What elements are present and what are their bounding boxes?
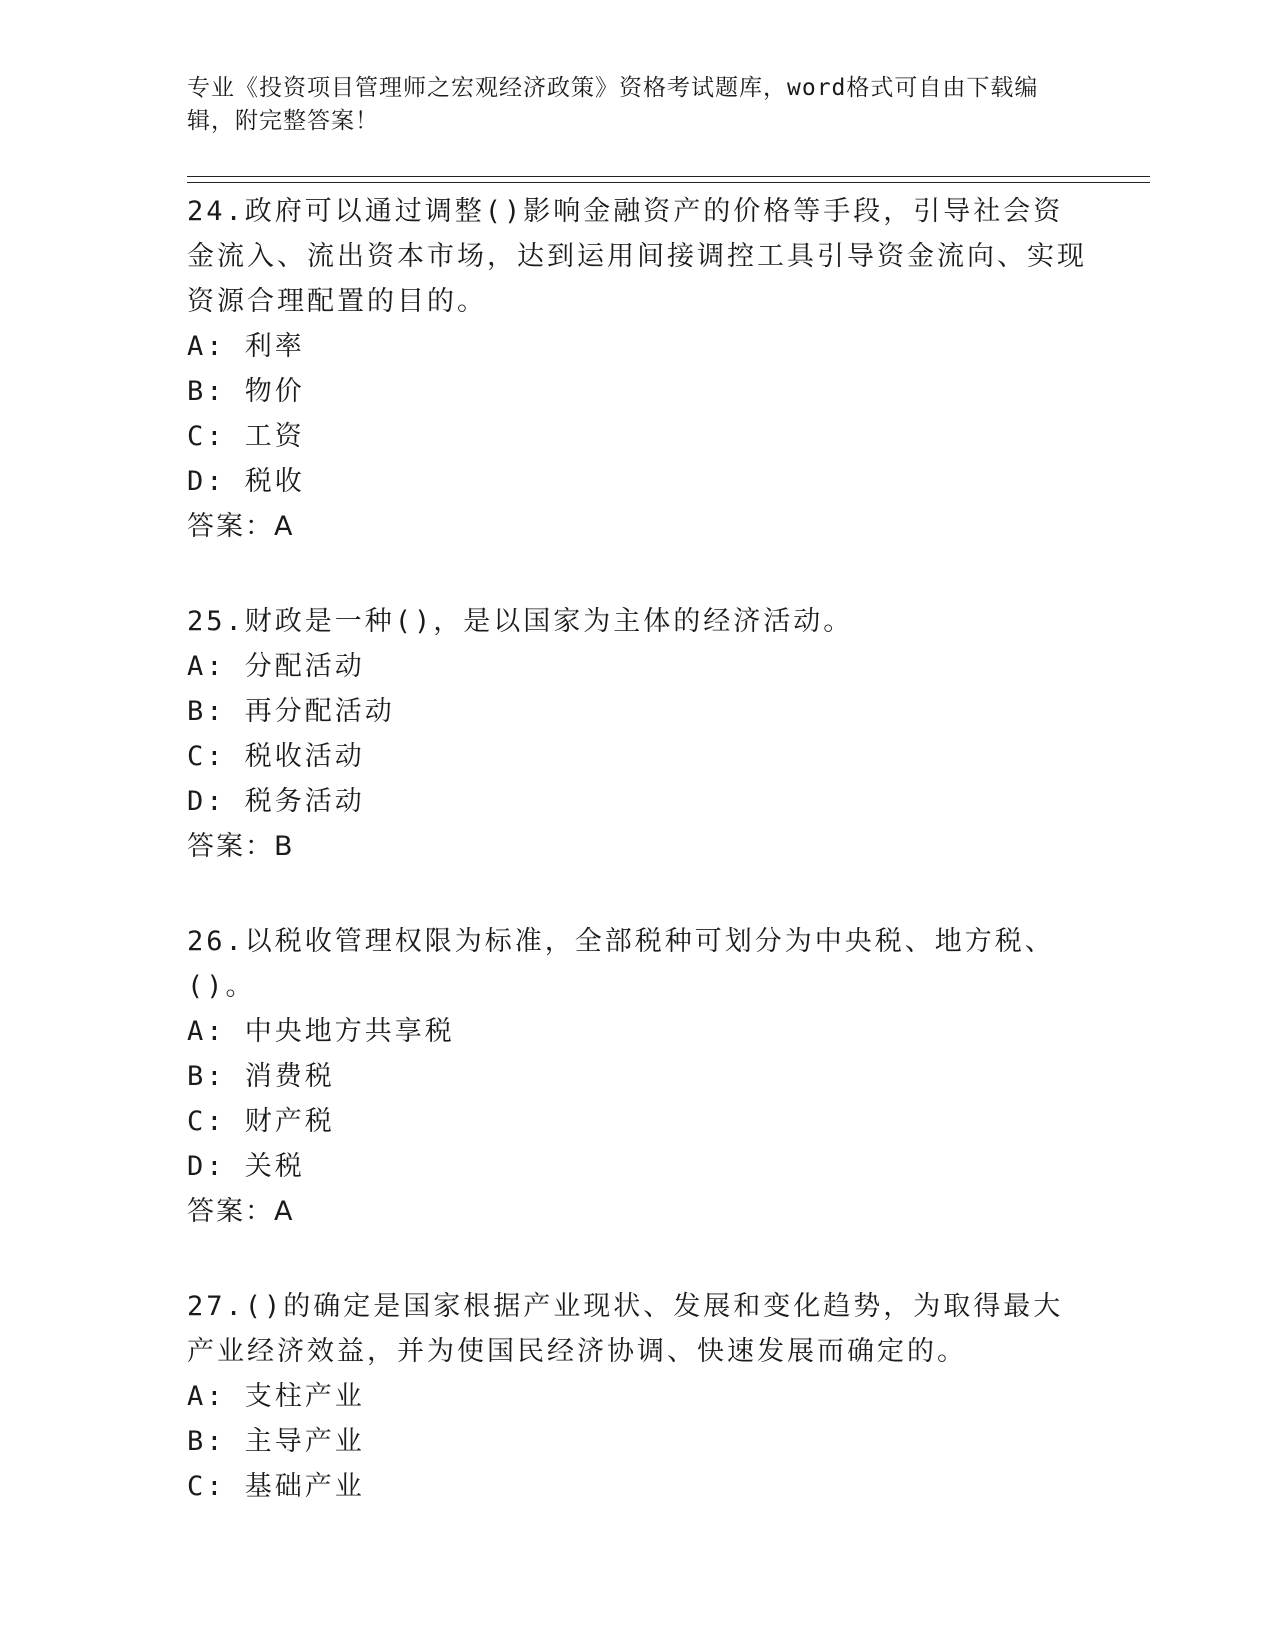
option-b: B: 主导产业 — [187, 1426, 365, 1457]
answer-line: 答案：A — [187, 511, 295, 542]
option-b: B: 消费税 — [187, 1061, 335, 1092]
option-a: A: 利率 — [187, 331, 305, 362]
option-d: D: 关税 — [187, 1151, 305, 1182]
option-a: A: 中央地方共享税 — [187, 1016, 455, 1047]
option-b: B: 再分配活动 — [187, 696, 395, 727]
option-c: C: 基础产业 — [187, 1471, 365, 1502]
option-c: C: 税收活动 — [187, 741, 365, 772]
answer-line: 答案：B — [187, 831, 295, 862]
header-divider-bottom — [187, 182, 1150, 183]
option-a: A: 分配活动 — [187, 651, 365, 682]
question-24 — [187, 189, 1087, 549]
question-stem: 24.政府可以通过调整()影响金融资产的价格等手段，引导社会资金流入、流出资本市场，达到运用间接调控工具引导资金流向、实现资源合理配置的目的。 — [187, 196, 1087, 317]
option-b: B: 物价 — [187, 376, 305, 407]
question-stem: 26.以税收管理权限为标准，全部税种可划分为中央税、地方税、()。 — [187, 926, 1055, 1002]
header-divider-top — [187, 176, 1150, 177]
document-header: 专业《投资项目管理师之宏观经济政策》资格考试题库，word格式可自由下载编辑，附完整答案！ — [187, 75, 1039, 134]
option-a: A: 支柱产业 — [187, 1381, 365, 1412]
question-stem: 25.财政是一种()，是以国家为主体的经济活动。 — [187, 606, 854, 637]
option-d: D: 税务活动 — [187, 786, 365, 817]
question-25 — [187, 599, 1087, 869]
question-27 — [187, 1284, 1087, 1509]
option-c: C: 工资 — [187, 421, 305, 452]
question-26 — [187, 919, 1087, 1234]
question-list — [187, 189, 1087, 1559]
option-d: D: 税收 — [187, 466, 305, 497]
answer-line: 答案：A — [187, 1196, 295, 1227]
question-stem: 27.()的确定是国家根据产业现状、发展和变化趋势，为取得最大产业经济效益，并为使国民经济协调、快速发展而确定的。 — [187, 1291, 1064, 1367]
option-c: C: 财产税 — [187, 1106, 335, 1137]
